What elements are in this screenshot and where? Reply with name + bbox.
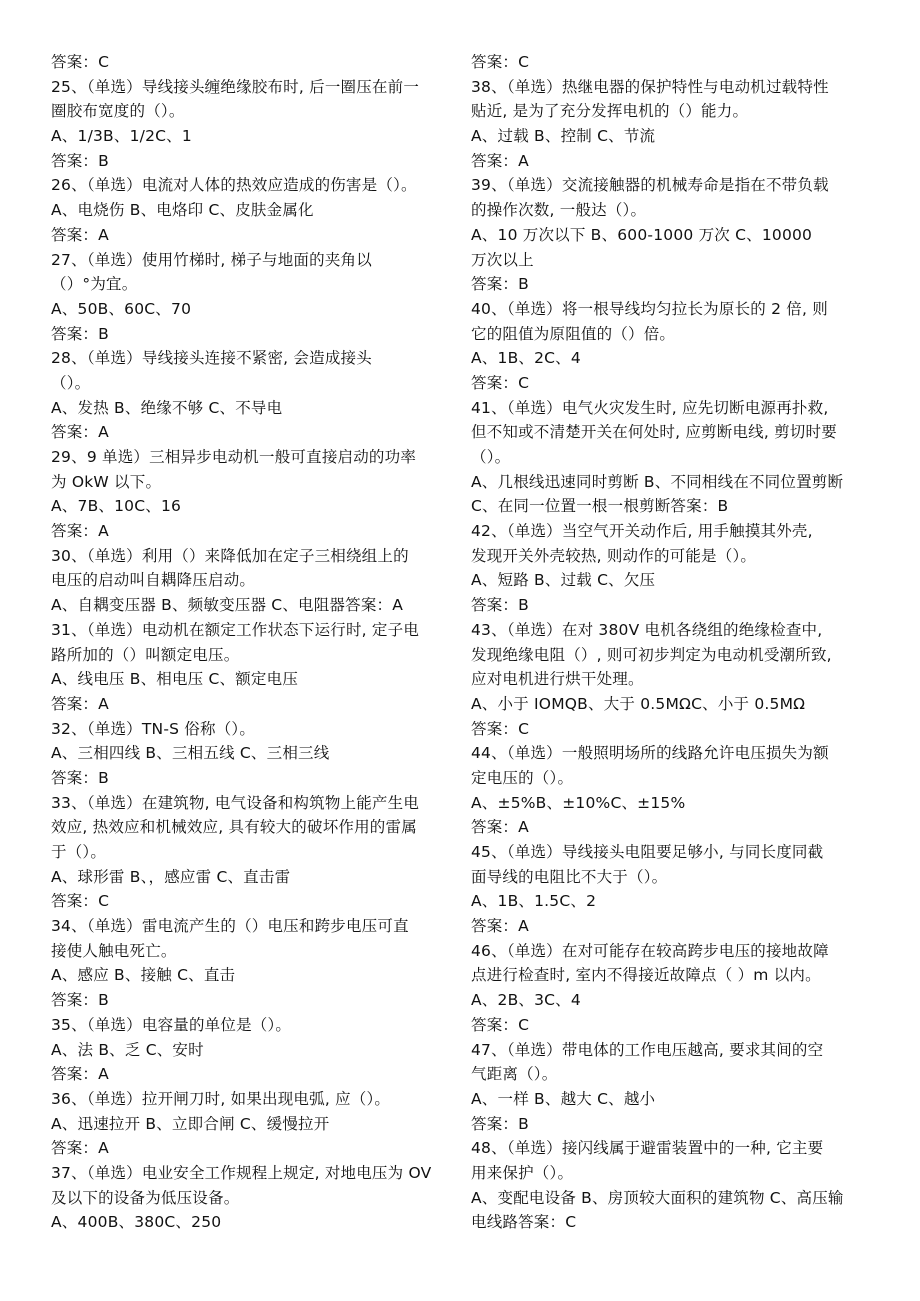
text-line: 46、（单选）在对可能存在较高跨步电压的接地故障 [471, 941, 829, 960]
text-line: A、一样 B、越大 C、越小 [471, 1089, 656, 1108]
text-line: 贴近, 是为了充分发挥电机的（）能力。 [471, 102, 749, 121]
text-line: 32、（单选）TN-S 俗称（）。 [51, 719, 256, 738]
text-line: 答案：B [51, 324, 109, 343]
text-line: 为 OkW 以下。 [51, 472, 162, 491]
text-line: 及以下的设备为低压设备。 [51, 1188, 240, 1207]
text-line: 33、（单选）在建筑物, 电气设备和构筑物上能产生电 [51, 793, 420, 812]
text-line: A、±5%B、±10%C、±15% [471, 793, 686, 812]
text-line: A、感应 B、接触 C、直击 [51, 966, 236, 985]
right-column [471, 50, 876, 1235]
text-line: 圈胶布宽度的（）。 [51, 102, 185, 121]
text-line: A、发热 B、绝缘不够 C、不导电 [51, 398, 283, 417]
text-line: 答案：A [51, 694, 109, 713]
text-line: 接使人触电死亡。 [51, 941, 177, 960]
text-line: 27、（单选）使用竹梯时, 梯子与地面的夹角以 [51, 250, 372, 269]
left-column [51, 50, 456, 1235]
text-line: 答案：B [471, 1114, 529, 1133]
text-line: C、在同一位置一根一根剪断答案：B [471, 497, 729, 516]
text-line: 答案：C [471, 373, 530, 392]
text-line: A、过载 B、控制 C、节流 [471, 127, 656, 146]
text-line: 用来保护（）。 [471, 1163, 574, 1182]
text-line: A、变配电设备 B、房顶较大面积的建筑物 C、高压输 [471, 1188, 844, 1207]
text-line: A、7B、10C、16 [51, 497, 182, 516]
text-line: A、迅速拉开 B、立即合闸 C、缓慢拉开 [51, 1114, 330, 1133]
text-line: 答案：B [51, 151, 109, 170]
text-line: 答案：C [471, 53, 530, 71]
text-line: A、2B、3C、4 [471, 991, 581, 1010]
text-line: 路所加的（）叫额定电压。 [51, 645, 240, 664]
text-line: 47、（单选）带电体的工作电压越高, 要求其间的空 [471, 1040, 824, 1059]
text-line: 点进行检查时, 室内不得接近故障点（ ）m 以内。 [471, 966, 821, 985]
text-line: 42、（单选）当空气开关动作后, 用手触摸其外壳, [471, 522, 813, 541]
text-line: A、小于 IOMQB、大于 0.5MΩC、小于 0.5MΩ [471, 694, 806, 713]
text-line: 35、（单选）电容量的单位是（）。 [51, 1015, 292, 1034]
text-line: A、1B、2C、4 [471, 349, 581, 368]
text-line: 41、（单选）电气火灾发生时, 应先切断电源再扑救, [471, 398, 829, 417]
text-line: 应对电机进行烘干处理。 [471, 670, 644, 689]
text-line: A、电烧伤 B、电烙印 C、皮肤金属化 [51, 201, 314, 220]
text-line: 答案：C [51, 892, 110, 911]
text-line: 答案：A [51, 522, 109, 541]
text-line: A、线电压 B、相电压 C、额定电压 [51, 670, 299, 689]
text-line: 37、（单选）电业安全工作规程上规定, 对地电压为 OV [51, 1163, 432, 1182]
text-line: 28、（单选）导线接头连接不紧密, 会造成接头 [51, 349, 372, 368]
text-line: 38、（单选）热继电器的保护特性与电动机过载特性 [471, 77, 829, 96]
text-line: 29、9 单选）三相异步电动机一般可直接启动的功率 [51, 448, 417, 466]
text-line: 它的阻值为原阻值的（）倍。 [471, 324, 676, 343]
text-line: A、1B、1.5C、2 [471, 892, 597, 911]
text-line: A、三相四线 B、三相五线 C、三相三线 [51, 744, 330, 763]
text-line: 答案：B [471, 275, 529, 294]
text-line: 于（）。 [51, 843, 107, 861]
text-line: 答案：B [471, 596, 529, 615]
text-line: 面导线的电阻比不大于（）。 [471, 867, 668, 886]
text-line: 26、（单选）电流对人体的热效应造成的伤害是（）。 [51, 176, 417, 195]
text-line: 44、（单选）一般照明场所的线路允许电压损失为额 [471, 744, 829, 763]
text-line: 答案：B [51, 991, 109, 1010]
text-line: A、法 B、乏 C、安时 [51, 1040, 204, 1059]
text-line: 答案：A [471, 151, 529, 170]
text-line: 34、（单选）雷电流产生的（）电压和跨步电压可直 [51, 917, 409, 936]
text-line: （）。 [51, 373, 91, 392]
text-line: 答案：A [471, 818, 529, 837]
text-line: 39、（单选）交流接触器的机械寿命是指在不带负载 [471, 176, 829, 195]
text-line: 答案：A [51, 1139, 109, 1158]
text-line: 气距离（）。 [471, 1065, 558, 1084]
text-line: 定电压的（）。 [471, 768, 574, 787]
text-line: 36、（单选）拉开闸刀时, 如果出现电弧, 应（）。 [51, 1089, 391, 1108]
text-line: 发现绝缘电阻（）, 则可初步判定为电动机受潮所致, [471, 645, 832, 664]
text-line: A、10 万次以下 B、600-1000 万次 C、10000 [471, 225, 813, 244]
text-line: 30、（单选）利用（）来降低加在定子三相绕组上的 [51, 546, 409, 565]
text-line: 答案：C [51, 53, 110, 71]
text-line: A、50B、60C、70 [51, 299, 192, 318]
text-line: 答案：A [471, 917, 529, 936]
text-line: （）。 [471, 448, 511, 466]
text-line: 40、（单选）将一根导线均匀拉长为原长的 2 倍, 则 [471, 299, 828, 318]
text-line: 答案：C [471, 719, 530, 738]
text-line: 答案：A [51, 423, 109, 442]
text-line: A、1/3B、1/2C、1 [51, 127, 192, 146]
text-line: 但不知或不清楚开关在何处时, 应剪断电线, 剪切时要 [471, 423, 837, 442]
text-line: 答案：B [51, 768, 109, 787]
text-line: 发现开关外壳较热, 则动作的可能是（）。 [471, 546, 757, 565]
text-line: A、短路 B、过载 C、欠压 [471, 571, 656, 590]
text-line: （）°为宜。 [51, 275, 138, 294]
text-line: 31、（单选）电动机在额定工作状态下运行时, 定子电 [51, 620, 420, 639]
text-line: 万次以上 [471, 250, 534, 269]
text-line: 电线路答案：C [471, 1213, 577, 1232]
text-line: A、400B、380C、250 [51, 1213, 222, 1232]
text-line: 答案：C [471, 1015, 530, 1034]
text-line: 45、（单选）导线接头电阻要足够小, 与同长度同截 [471, 843, 824, 861]
text-line: 的操作次数, 一般达（）。 [471, 201, 647, 220]
text-line: 效应, 热效应和机械效应, 具有较大的破坏作用的雷属 [51, 818, 417, 837]
text-line: 电压的启动叫自耦降压启动。 [51, 571, 256, 590]
text-line: 25、（单选）导线接头缠绝缘胶布时, 后一圈压在前一 [51, 77, 420, 96]
text-line: A、几根线迅速同时剪断 B、不同相线在不同位置剪断 [471, 472, 844, 491]
text-line: 答案：A [51, 1065, 109, 1084]
text-line: 48、（单选）接闪线属于避雷装置中的一种, 它主要 [471, 1139, 824, 1158]
text-line: A、球形雷 B、，感应雷 C、直击雷 [51, 867, 291, 886]
text-line: A、自耦变压器 B、频敏变压器 C、电阻器答案：A [51, 596, 404, 615]
text-line: 答案：A [51, 225, 109, 244]
text-line: 43、（单选）在对 380V 电机各绕组的绝缘检查中, [471, 620, 823, 639]
